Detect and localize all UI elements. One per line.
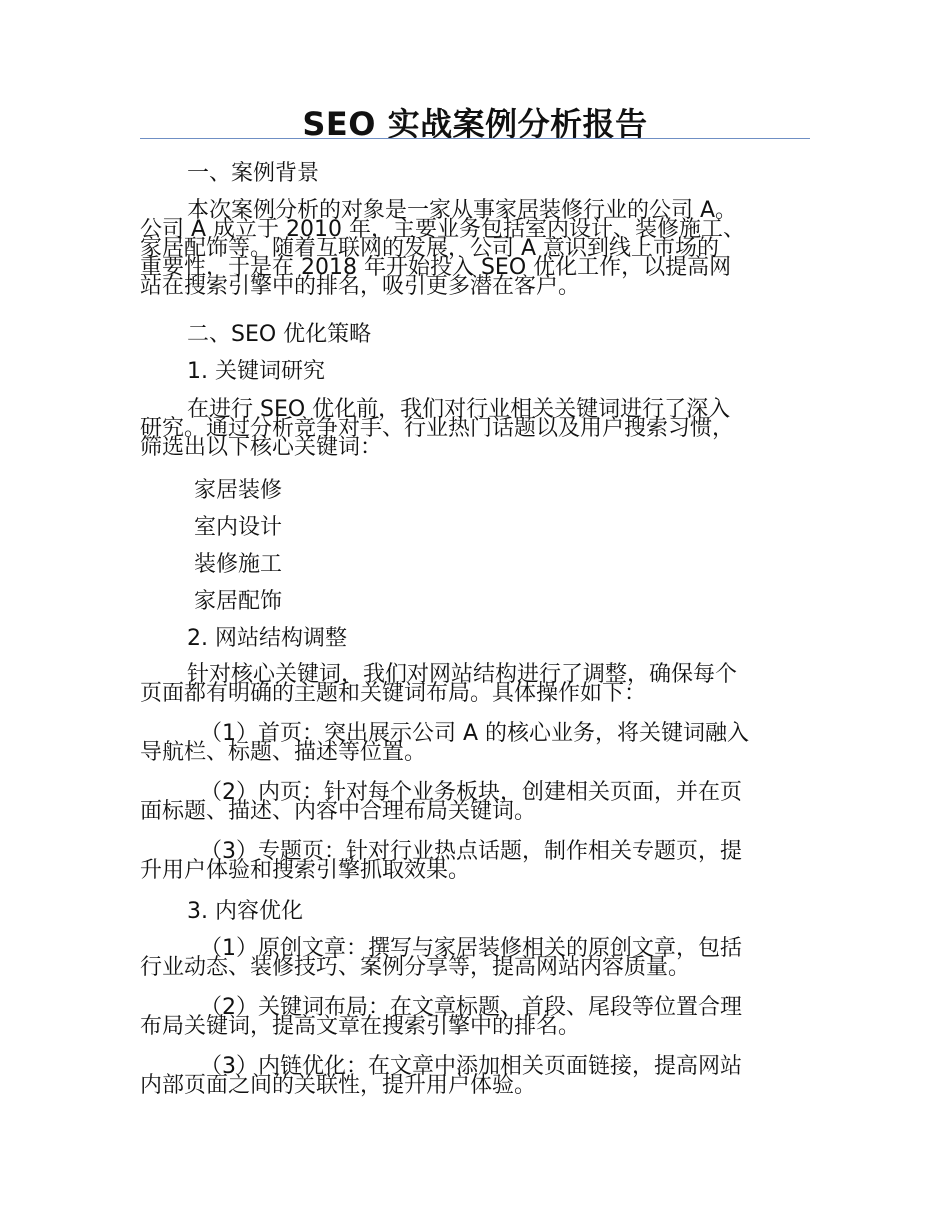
paragraph-line: 在进行 SEO 优化前，我们对行业相关关键词进行了深入 [187, 397, 731, 422]
paragraph-line: 研究。通过分析竞争对手、行业热门话题以及用户搜索习惯， [140, 416, 735, 441]
keyword-item: 装修施工 [194, 552, 283, 577]
subsection-2-item-2 [140, 780, 812, 824]
paragraph-line: （1）首页：突出展示公司 A 的核心业务，将关键词融入 [200, 721, 750, 746]
paragraph-line: 重要性，于是在 2018 年开始投入 SEO 优化工作，以提高网 [140, 255, 732, 280]
subsection-3-heading: 3. 内容优化 [187, 899, 303, 924]
paragraph-line: 公司 A 成立于 2010 年，主要业务包括室内设计、装修施工、 [140, 217, 746, 242]
paragraph-line: （2）内页：针对每个业务板块，创建相关页面，并在页 [200, 780, 742, 805]
subsection-3-item-2 [140, 995, 812, 1039]
paragraph-line: （2）关键词布局：在文章标题、首段、尾段等位置合理 [200, 995, 742, 1020]
paragraph-line: 内部页面之间的关联性，提升用户体验。 [140, 1073, 537, 1098]
subsection-1-paragraph [140, 397, 812, 460]
paragraph-line: 导航栏、标题、描述等位置。 [140, 740, 427, 765]
keyword-item: 家居配饰 [194, 589, 283, 614]
paragraph-line: 本次案例分析的对象是一家从事家居装修行业的公司 A。 [187, 198, 738, 223]
paragraph-line: 站在搜索引擎中的排名，吸引更多潜在客户。 [140, 274, 581, 299]
paragraph-line: （3）专题页：针对行业热点话题，制作相关专题页，提 [200, 839, 742, 864]
subsection-2-heading: 2. 网站结构调整 [187, 626, 347, 651]
paragraph-line: 针对核心关键词，我们对网站结构进行了调整，确保每个 [187, 662, 738, 687]
paragraph-line: 面标题、描述、内容中合理布局关键词。 [140, 799, 537, 824]
paragraph-line: 行业动态、装修技巧、案例分享等，提高网站内容质量。 [140, 955, 691, 980]
section-1-heading: 一、案例背景 [187, 161, 320, 186]
paragraph-line: 页面都有明确的主题和关键词布局。具体操作如下： [140, 681, 647, 706]
keyword-item: 室内设计 [194, 515, 283, 540]
section-2-heading: 二、SEO 优化策略 [187, 322, 372, 347]
paragraph-line: 筛选出以下核心关键词： [140, 435, 383, 460]
subsection-2-paragraph [140, 662, 812, 706]
paragraph-line: 升用户体验和搜索引擎抓取效果。 [140, 858, 471, 883]
page-title: SEO 实战案例分析报告 [302, 105, 648, 143]
keyword-item: 家居装修 [194, 478, 283, 503]
subsection-3-item-1 [140, 936, 812, 980]
paragraph-line: 家居配饰等。随着互联网的发展，公司 A 意识到线上市场的 [140, 236, 720, 261]
subsection-2-item-1 [140, 721, 812, 765]
section-1-paragraph [140, 198, 812, 299]
title-underline [140, 138, 810, 139]
subsection-2-item-3 [140, 839, 812, 883]
subsection-1-heading: 1. 关键词研究 [187, 359, 325, 384]
paragraph-line: 布局关键词，提高文章在搜索引擎中的排名。 [140, 1014, 581, 1039]
paragraph-line: （1）原创文章：撰写与家居装修相关的原创文章，包括 [200, 936, 742, 961]
paragraph-line: （3）内链优化：在文章中添加相关页面链接，提高网站 [200, 1054, 742, 1079]
subsection-3-item-3 [140, 1054, 812, 1098]
